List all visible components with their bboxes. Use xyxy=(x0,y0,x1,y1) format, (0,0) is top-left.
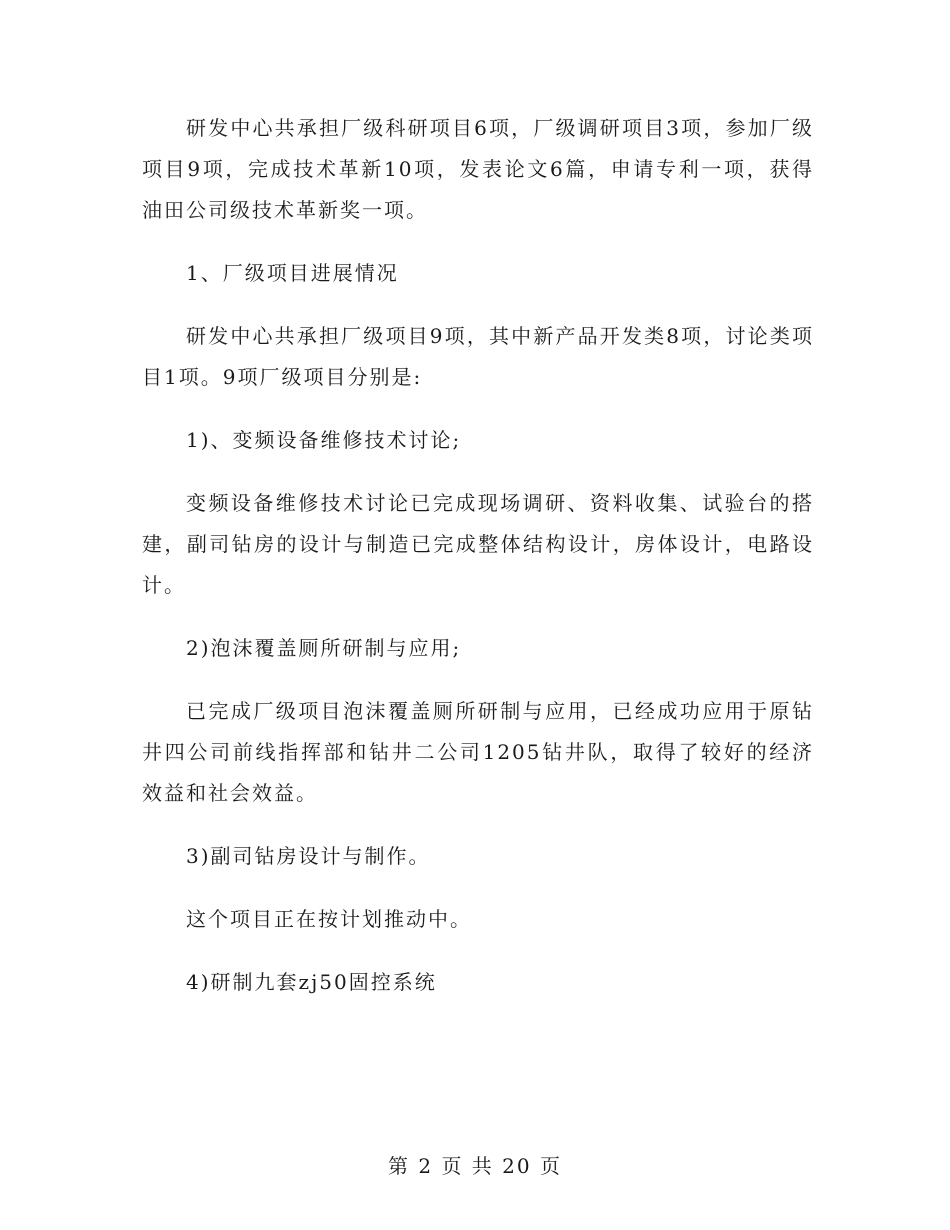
item-heading-3: 3)副司钻房设计与制作。 xyxy=(186,844,431,868)
section-heading: 1、厂级项目进展情况 xyxy=(186,261,399,285)
paragraph-projects-overview: 研发中心共承担厂级项目9项，其中新产品开发类8项，讨论类项目1项。9项厂级项目分别是: xyxy=(142,324,814,389)
item-heading-2: 2)泡沫覆盖厕所研制与应用; xyxy=(186,636,462,660)
paragraph-item-1: 变频设备维修技术讨论已完成现场调研、资料收集、试验台的搭建，副司钻房的设计与制造已完成整体结构设计，房体设计，电路设计。 xyxy=(142,491,814,597)
item-heading-4: 4)研制九套zj50固控系统 xyxy=(186,970,437,994)
document-body xyxy=(142,108,814,1003)
paragraph-summary: 研发中心共承担厂级科研项目6项，厂级调研项目3项，参加厂级项目9项，完成技术革新10项，发表论文6篇，申请专利一项，获得油田公司级技术革新奖一项。 xyxy=(142,116,814,222)
page-number-footer: 第 2 页 共 20 页 xyxy=(388,1154,562,1178)
item-heading-1: 1)、变频设备维修技术讨论; xyxy=(186,428,462,452)
paragraph-item-2: 已完成厂级项目泡沫覆盖厕所研制与应用，已经成功应用于原钻井四公司前线指挥部和钻井二公司1205钻井队，取得了较好的经济效益和社会效益。 xyxy=(142,699,814,805)
paragraph-item-3: 这个项目正在按计划推动中。 xyxy=(186,907,472,931)
